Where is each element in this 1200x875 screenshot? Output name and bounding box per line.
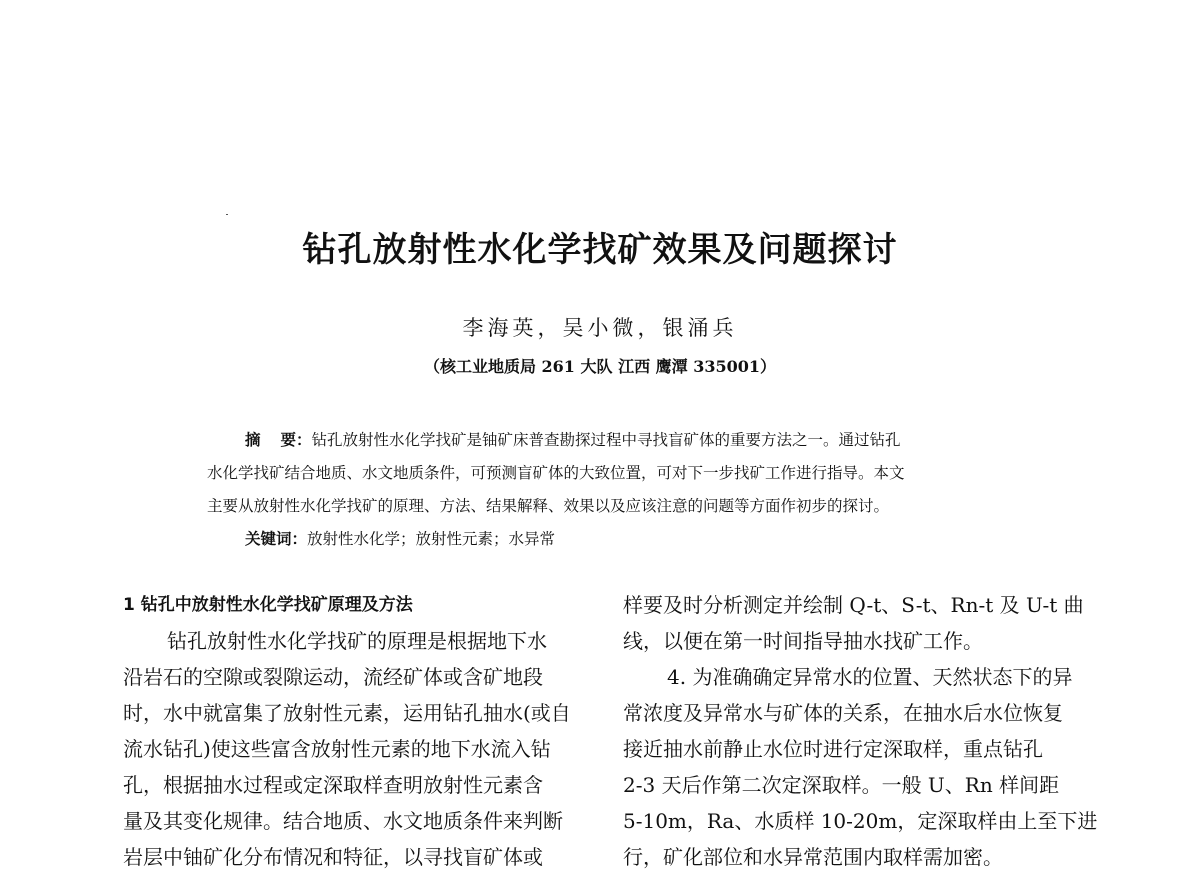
scan-speck — [226, 214, 228, 215]
abstract-line-3: 主要从放射性水化学找矿的原理、方法、结果解释、效果以及应该注意的问题等方面作初步的探讨。 — [207, 497, 890, 515]
section-heading: 1 钻孔中放射性水化学找矿原理及方法 — [123, 595, 413, 615]
keywords-text: 放射性水化学；放射性元素；水异常 — [307, 530, 556, 548]
abstract-label-b: 要： — [280, 431, 312, 449]
right-column — [623, 587, 1098, 875]
body-line: 流水钻孔)使这些富含放射性元素的地下水流入钻 — [123, 737, 551, 761]
affiliation: （核工业地质局 261 大队 江西 鹰潭 335001） — [423, 357, 777, 376]
abstract-line-1 — [207, 424, 1007, 457]
abstract-label-a: 摘 — [245, 431, 261, 449]
body-line: 时，水中就富集了放射性元素，运用钻孔抽水(或自 — [123, 701, 571, 725]
abstract-text: 钻孔放射性水化学找矿是铀矿床普查勘探过程中寻找盲矿体的重要方法之一。通过钻孔 — [311, 431, 901, 449]
paper-title: 钻孔放射性水化学找矿效果及问题探讨 — [302, 230, 898, 270]
body-line: 孔，根据抽水过程或定深取样查明放射性元素含 — [123, 773, 543, 797]
keywords — [207, 523, 1007, 556]
left-column — [123, 587, 593, 875]
abstract — [207, 424, 1007, 556]
body-line: 钻孔放射性水化学找矿的原理是根据地下水 — [167, 629, 547, 653]
body-line: 岩层中铀矿化分布情况和特征，以寻找盲矿体或 — [123, 845, 543, 869]
abstract-line-2: 水化学找矿结合地质、水文地质条件，可预测盲矿体的大致位置，可对下一步找矿工作进行指导。本文 — [207, 464, 905, 482]
body-line: 常浓度及异常水与矿体的关系，在抽水后水位恢复 — [623, 701, 1063, 725]
body-line: 样要及时分析测定并绘制 Q-t、S-t、Rn-t 及 U-t 曲 — [623, 593, 1084, 617]
body-line: 4. 为准确确定异常水的位置、天然状态下的异 — [667, 665, 1073, 689]
body-line: 线，以便在第一时间指导抽水找矿工作。 — [623, 629, 983, 653]
body-line: 5-10m，Ra、水质样 10-20m，定深取样由上至下进 — [623, 809, 1098, 833]
keywords-label: 关键词： — [245, 530, 308, 548]
body-line: 接近抽水前静止水位时进行定深取样，重点钻孔 — [623, 737, 1043, 761]
body-line: 行，矿化部位和水异常范围内取样需加密。 — [623, 845, 1003, 869]
body-line: 2-3 天后作第二次定深取样。一般 U、Rn 样间距 — [623, 773, 1060, 797]
body-line: 沿岩石的空隙或裂隙运动，流经矿体或含矿地段 — [123, 665, 543, 689]
authors: 李海英，吴小微，银涌兵 — [462, 316, 738, 340]
body-line: 量及其变化规律。结合地质、水文地质条件来判断 — [123, 809, 563, 833]
